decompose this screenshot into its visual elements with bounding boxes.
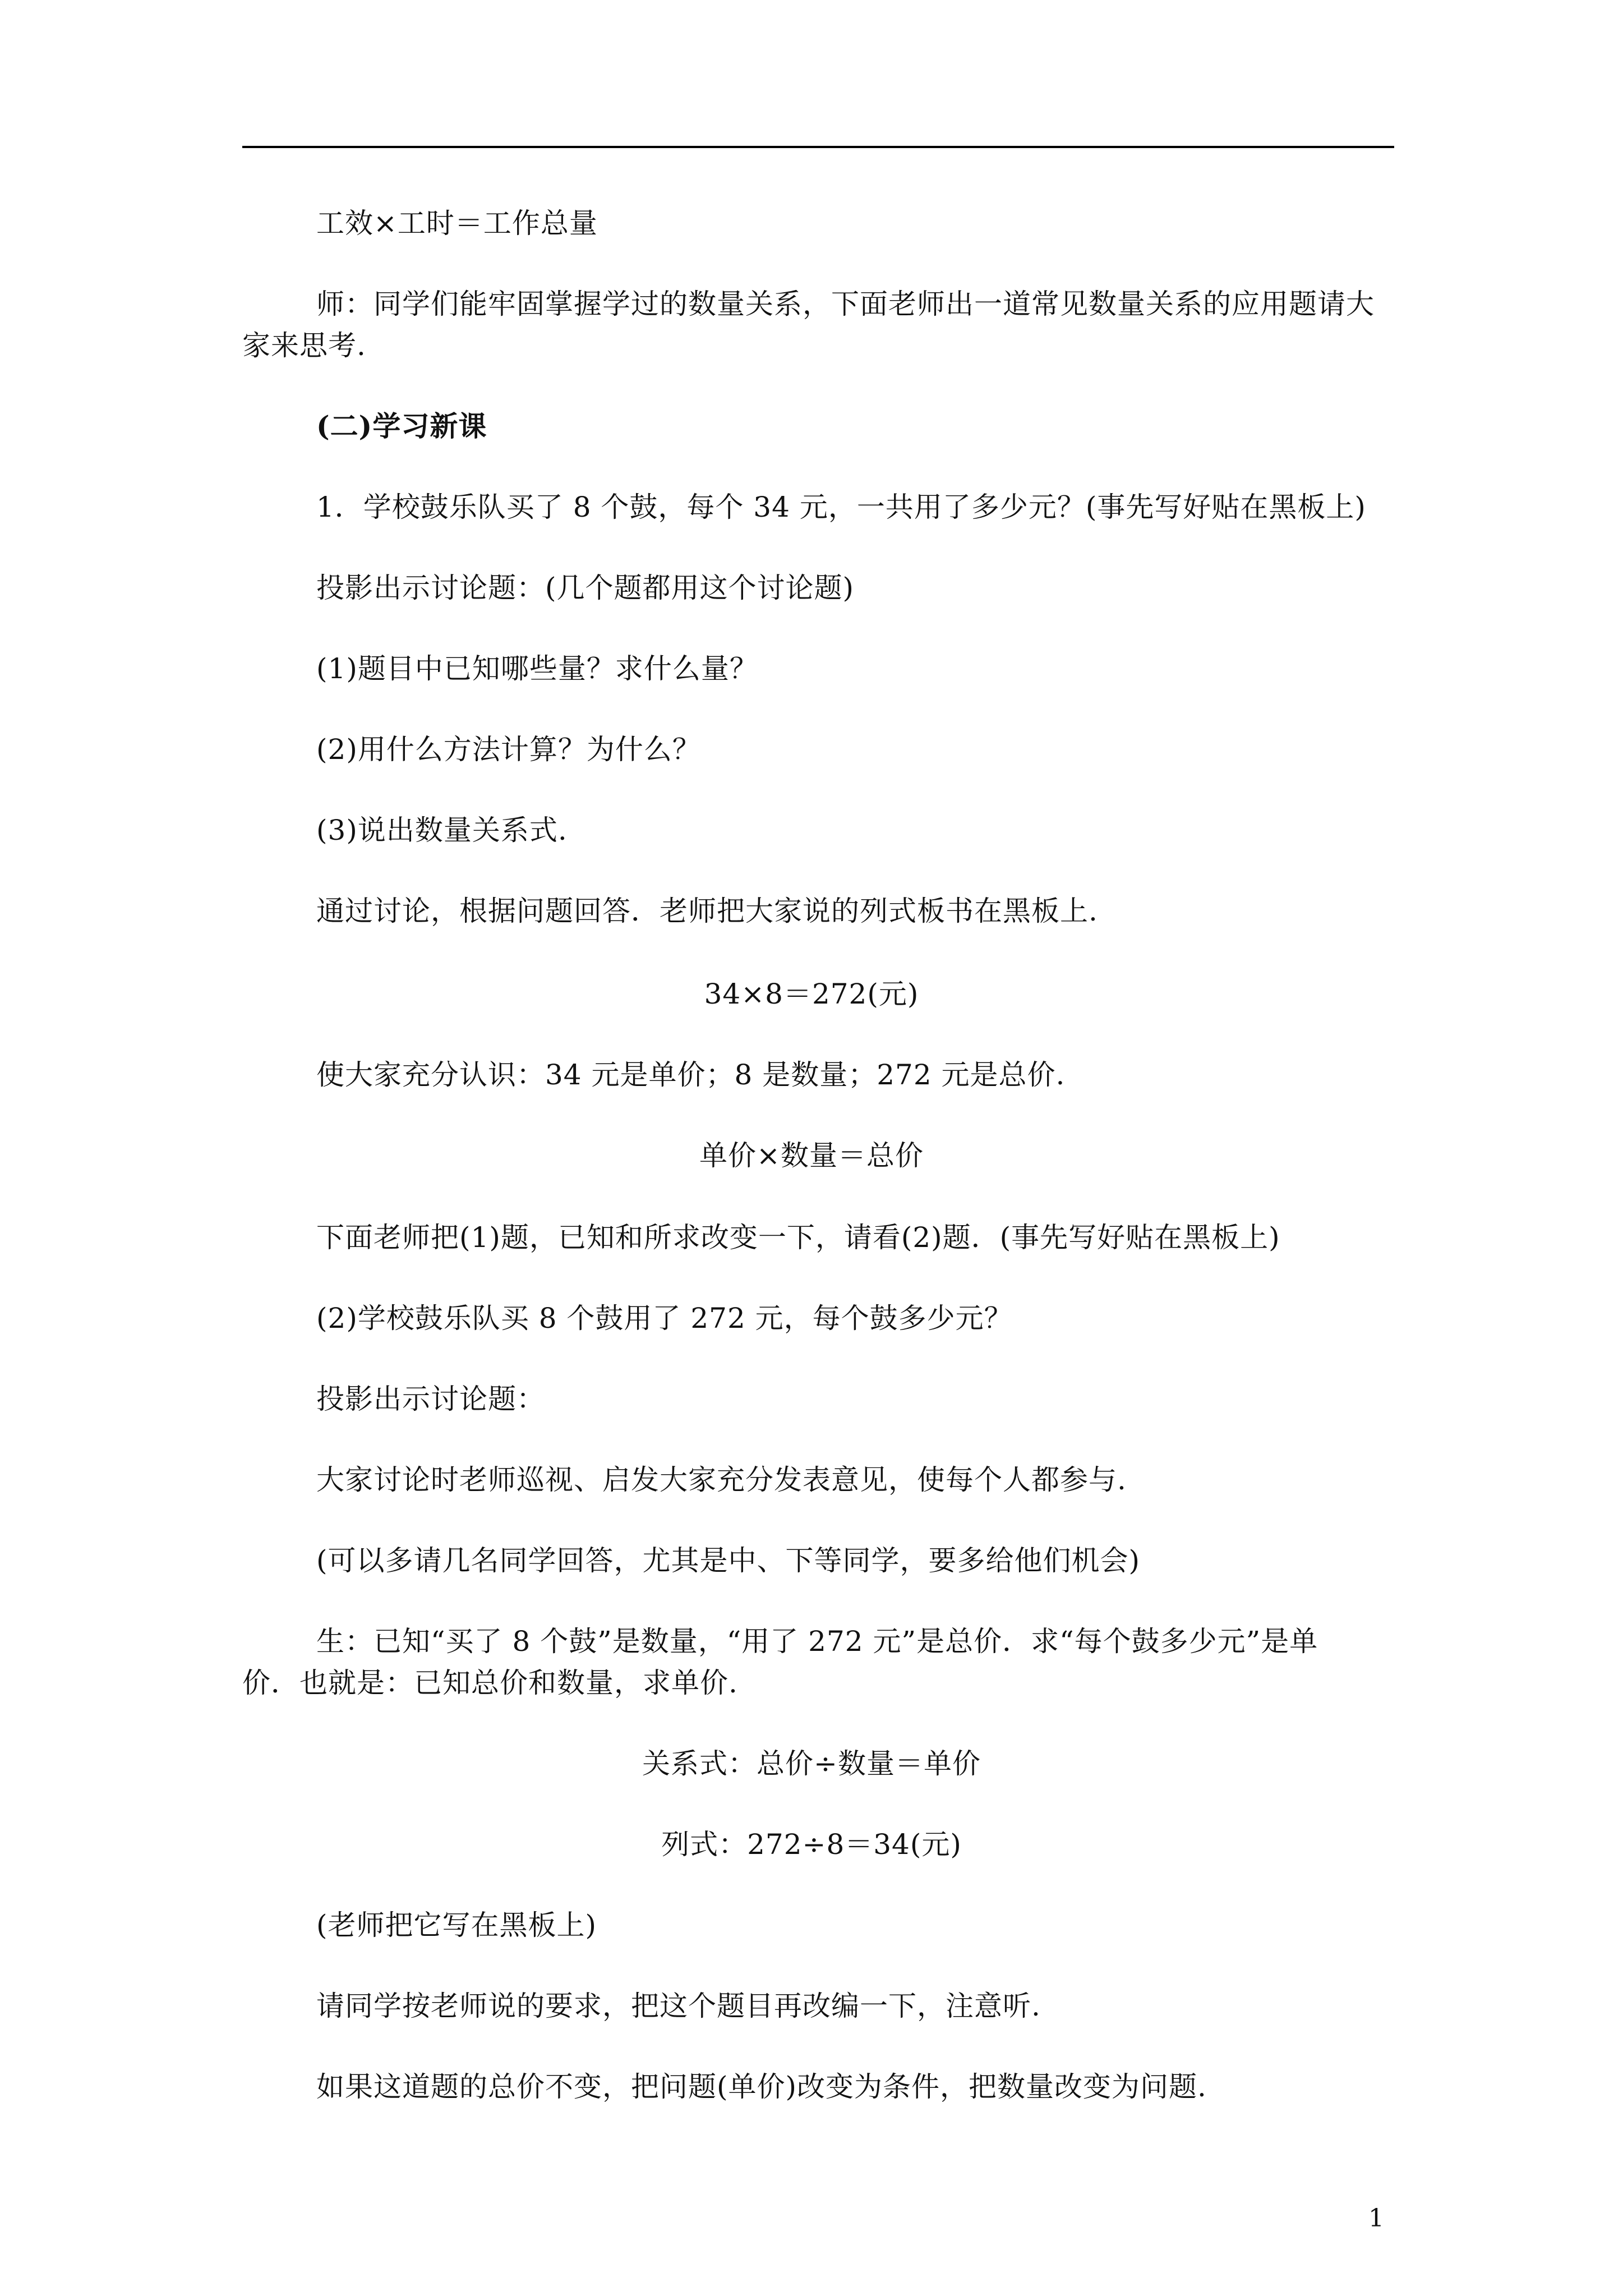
teacher-remark-line-1: 师：同学们能牢固掌握学过的数量关系，下面老师出一道常见数量关系的应用题请大 [316, 288, 1375, 320]
discussion-result: 通过讨论，根据问题回答．老师把大家说的列式板书在黑板上. [316, 895, 1098, 927]
teacher-note: (可以多请几名同学回答，尤其是中、下等同学，要多给他们机会) [316, 1544, 1141, 1577]
teacher-guidance: 大家讨论时老师巡视、启发大家充分发表意见，使每个人都参与. [316, 1464, 1127, 1496]
teacher-remark-line-2: 家来思考. [242, 329, 366, 362]
student-answer-line-2: 价．也就是：已知总价和数量，求单价. [242, 1667, 738, 1699]
formula-work-total: 工效×工时＝工作总量 [316, 207, 598, 240]
student-answer-line-1: 生：已知“买了 8 个鼓”是数量，“用了 272 元”是总价．求“每个鼓多少元”是单 [316, 1625, 1318, 1658]
formula-total-price: 单价×数量＝总价 [699, 1139, 924, 1172]
discussion-intro: 投影出示讨论题：(几个题都用这个讨论题) [316, 572, 855, 604]
explanation-unit-price: 使大家充分认识：34 元是单价；8 是数量；272 元是总价. [316, 1059, 1066, 1091]
problem-1: 1．学校鼓乐队买了 8 个鼓，每个 34 元，一共用了多少元？(事先写好贴在黑板上) [316, 491, 1366, 523]
discussion-question-3: (3)说出数量关系式. [316, 814, 568, 846]
header-rule [242, 146, 1394, 148]
discussion-question-2: (2)用什么方法计算？为什么？ [316, 733, 701, 766]
section-heading: (二)学习新课 [316, 409, 487, 443]
problem-2: (2)学校鼓乐队买 8 个鼓用了 272 元，每个鼓多少元？ [316, 1302, 1013, 1335]
board-note: (老师把它写在黑板上) [316, 1909, 597, 1941]
equation-multiply: 34×8＝272(元) [704, 978, 919, 1010]
discussion-intro-2: 投影出示讨论题： [316, 1383, 545, 1415]
formula-unit-price: 关系式：总价÷数量＝单价 [642, 1747, 981, 1780]
page-number: 1 [1368, 2204, 1384, 2233]
equation-divide: 列式：272÷8＝34(元) [661, 1828, 962, 1861]
rewrite-condition: 如果这道题的总价不变，把问题(单价)改变为条件，把数量改变为问题. [316, 2070, 1207, 2103]
rewrite-instruction: 请同学按老师说的要求，把这个题目再改编一下，注意听. [316, 1990, 1041, 2022]
discussion-question-1: (1)题目中已知哪些量？求什么量？ [316, 652, 758, 685]
transition-to-problem-2: 下面老师把(1)题，已知和所求改变一下，请看(2)题．(事先写好贴在黑板上) [316, 1221, 1280, 1254]
